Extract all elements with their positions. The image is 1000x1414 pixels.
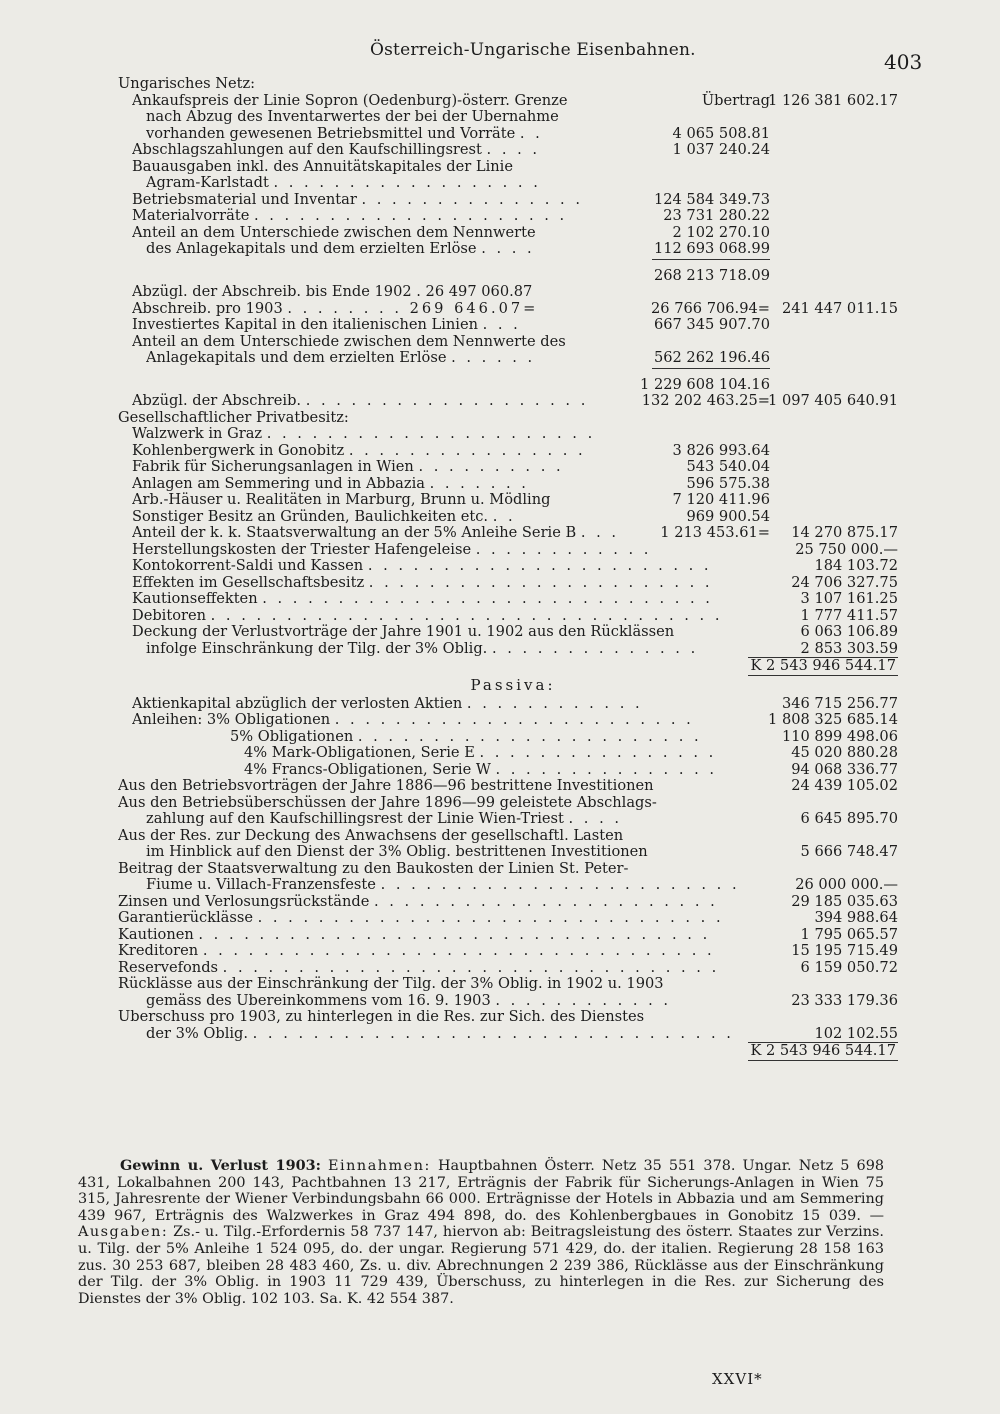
ledger-row [118,476,908,493]
amount-column-1: 132 202 463.25= [641,392,770,409]
ledger-row [118,976,908,993]
ledger-label-text: Reservefonds [118,959,219,976]
ledger-label [132,159,513,176]
leader-dots: . . . . . . . . . . . . . . . . . . . . . . . . . . . . . . [262,591,713,607]
amount-column-1: 124 584 349.73 [653,190,770,208]
ledger-row [118,844,908,861]
ledger-label-text: Beitrag der Staatsverwaltung zu den Baukosten der Linien St. Peter- [118,860,629,877]
printer-signature: XXVI* [712,1370,763,1388]
aktiva-section [118,76,908,674]
income-text: Hauptbahnen Österr. Netz 35 551 378. Ungar. Netz 5 698 431, Lokalbahnen 200 143, Pachtbahnen 13 217, Erträgnis der Fabrik für Sicherungs-Anlagen in Wien 75 315, Jahresrente der Wiener Verbindungsbahn 66 000. Erträgnisse der Hotels in Abbazia und am Semmering 439 967, Erträgnis des Walzwerkes in Graz 494 898, do. des Kohlenbergbaues in Gonobitz 15 039. — [78,1158,885,1224]
amount-column-2: 24 439 105.02 [791,777,898,794]
ledger-row [118,960,908,977]
ledger-label [146,1026,734,1043]
ledger-label [132,492,550,509]
ledger-label [132,575,713,592]
ledger-row [118,426,908,443]
ledger-label-text: Zinsen und Verlosungsrückstände [118,893,370,910]
leader-dots: . . . . . . . . . . . . . . . [495,761,718,778]
ledger-row [118,608,908,625]
ledger-row [118,525,908,542]
ledger-row [118,1026,908,1043]
ledger-label-text: Walzwerk in Graz [132,426,263,442]
ledger-label-text: Gesellschaftlicher Privatbesitz: [118,409,349,426]
ledger-label [146,126,543,143]
amount-column-2: 25 750 000.— [795,540,898,558]
ledger-label [244,762,717,779]
leader-dots: . . . . . . . . . . . . . . . . . . . . . . . . [380,877,740,893]
ledger-label-text: Fiume u. Villach-Franzensfeste [146,877,376,893]
leader-dots: . . . . . . [451,350,536,366]
row-gap [118,369,908,377]
ledger-label-text: Debitoren [132,607,207,624]
ledger-row [118,1042,908,1059]
ledger-label [132,443,586,460]
ledger-label-text: Kautionen [118,926,194,943]
amount-column-1: Übertrag [701,91,770,109]
ledger-label [118,960,719,977]
ledger-label-text: des Anlagekapitals und dem erzielten Erlöse [146,241,477,257]
ledger-row [118,175,908,192]
ledger-label-text: Abzügl. der Abschreib. bis Ende 1902 . 26 497 060.87 [132,284,533,300]
ledger-label [132,712,694,729]
leader-dots: . . . . [481,241,535,257]
amount-column-2: 1 097 405 640.91 [768,392,898,409]
ledger-label-text: Anteil an dem Unterschiede zwischen dem Nennwerte des [132,333,566,350]
amount-column-2: 1 126 381 602.17 [768,91,898,109]
ledger-label-text: Anteil der k. k. Staatsverwaltung an der 5% Anleihe Serie B [132,525,577,541]
ledger-label [132,334,566,351]
ledger-label [132,696,643,713]
ledger-label-text: Aus der Res. zur Deckung des Anwachsens der gesellschaftl. Lasten [118,827,624,844]
amount-column-1: 112 693 068.99 [653,240,770,257]
amount-column-1: 26 766 706.94= [651,299,770,317]
rule-line [652,368,770,369]
ledger-label-text: Bauausgaben inkl. des Annuitätskapitales der Linie [132,158,513,175]
ledger-row [118,109,908,126]
ledger-label-text: Kautionseffekten [132,591,258,607]
ledger-label-text: der 3% Oblig. [146,1025,249,1042]
ledger-row [118,641,908,658]
row-gap [118,260,908,268]
amount-column-1: 969 900.54 [686,507,770,525]
amount-column-2: 346 715 256.77 [781,694,898,712]
amount-column-2: 24 706 327.75 [791,573,898,591]
ledger-row [118,317,908,334]
passiva-section [118,696,908,1059]
leader-dots: . . . . . . . . . . . . . . . . . . [273,175,541,191]
ledger-row [118,334,908,351]
amount-column-2: 14 270 875.17 [791,524,898,541]
ledger-row [118,268,908,285]
leader-dots: . . . . . . . . . . . . . . . . . . . . . . . [367,558,712,574]
subtotal-rule [118,258,908,260]
ledger-row [118,1009,908,1026]
ledger-label-text: Effekten im Gesellschaftsbesitz [132,574,365,591]
ledger-row [118,591,908,608]
ledger-label [118,861,628,878]
leader-dots: . . . . . . . . . . . . . . . . . . . . . . . . . . . . . . . . . . [198,926,711,943]
ledger-row [118,828,908,845]
amount-column-2: 1 808 325 685.14 [768,711,898,728]
ledger-label-text: Anlagen am Semmering und in Abbazia [132,475,425,492]
ledger-row [118,811,908,828]
ledger-row [118,778,908,795]
expenses-label: Ausgaben: [78,1224,169,1241]
ledger-row [118,76,908,93]
ledger-label [132,542,651,559]
ledger-label-text: im Hinblick auf den Dienst der 3% Oblig. bestrittenen Investitionen [146,844,648,860]
ledger-row [118,712,908,729]
ledger-label [132,301,538,318]
leader-dots: . . . . . . . . . . . . [475,541,652,558]
ledger-label-text: Deckung der Verlustvorträge der Jahre 1901 u. 1902 aus den Rücklässen [132,624,675,640]
page-number: 403 [884,50,923,74]
amount-column-2: 94 068 336.77 [791,760,898,778]
leader-dots: . . . . . . . . . . . . . . . . . . . . . . . . . . . . . . . . . . [202,943,715,959]
ledger-label-text: Garantierücklässe [118,910,253,926]
ledger-label-text: Agram-Karlstadt [146,175,269,191]
ledger-row [118,509,908,526]
ledger-row [118,696,908,713]
ledger-row [118,459,908,476]
ledger-label-text: Abzügl. der Abschreib. [132,393,302,409]
ledger-label-text: Anteil an dem Unterschiede zwischen dem Nennwerte [132,224,536,241]
ledger-label [146,109,559,126]
ledger-label [118,927,710,944]
ledger-row [118,284,908,301]
ledger-label [118,828,623,845]
ledger-row [118,795,908,812]
amount-column-2: 110 899 498.06 [781,727,898,745]
ledger-label-text: Kontokorrent-Saldi und Kassen [132,558,364,574]
ledger-label [118,943,715,960]
ledger-label-text: Investiertes Kapital in den italienischen Linien [132,317,478,333]
leader-dots: . . . . . . . . . . . . . . . . [479,745,717,761]
amount-column-1: 7 120 411.96 [672,491,770,508]
balance-sheet [118,76,908,1059]
ledger-label [118,894,718,911]
amount-column-2: 23 333 179.36 [791,991,898,1009]
amount-column-1: 667 345 907.70 [653,316,770,333]
leader-dots: . . . . . . . . . . . . . . . . . . . . . [253,208,568,224]
ledger-row [118,393,908,410]
ledger-label [132,284,532,301]
leader-dots: . . . . . . . . . . . . . . . . . . . . . . . [374,893,718,910]
amount-column-2: 2 853 303.59 [800,639,898,657]
leader-dots: . . . . . . . . . . . . . . . . . . . . . . . . . . . . . . . . . . [210,607,723,624]
ledger-label-text: Kohlenbergwerk in Gonobitz [132,442,345,459]
ledger-label-text: Fabrik für Sicherungsanlagen in Wien [132,459,414,475]
amount-column-2: 45 020 880.28 [791,744,898,761]
amount-column-2: 29 185 035.63 [791,892,898,910]
amount-column-2: 3 107 161.25 [800,590,898,607]
ledger-label-text: Abschlagszahlungen auf den Kaufschillingsrest [132,142,482,158]
ledger-label [132,509,516,526]
ledger-label [132,317,521,334]
ledger-label [118,976,664,993]
amount-column-1: 3 826 993.64 [672,441,770,459]
ledger-label-text: infolge Einschränkung der Tilg. der 3% Oblig. [146,640,488,657]
grand-total: K 2 543 946 544.17 [750,1042,896,1059]
ledger-row [118,762,908,779]
ledger-label-text: Arb.-Häuser u. Realitäten in Marburg, Brunn u. Mödling [132,492,551,508]
ledger-row [118,657,908,674]
leader-dots: . . . . . . . . . . . . . . . . . . . . . . . . [334,712,694,728]
ledger-label [146,641,698,658]
amount-column-2: 6 645 895.70 [800,810,898,827]
ledger-label-text: vorhanden gewesenen Betriebsmittel und Vorräte [146,125,516,142]
ledger-row [118,624,908,641]
ledger-row [118,142,908,159]
income-label: Einnahmen: [328,1158,431,1174]
ledger-label-text: Herstellungskosten der Triester Hafengeleise [132,541,472,558]
leader-dots: . . . . . . . . 269 646.07= [287,300,539,317]
ledger-label-text: Überschuss pro 1903, zu hinterlegen in die Res. zur Sich. des Dienstes [118,1009,645,1025]
leader-dots: . . . . . . . . . . . . . . . . . . . . . . [266,426,596,442]
ledger-label [146,175,541,192]
amount-column-2: 26 000 000.— [795,876,898,893]
ledger-label [132,558,712,575]
amount-column-1: 23 731 280.22 [663,207,770,224]
amount-column-2: 1 795 065.57 [800,925,898,943]
leader-dots: . . . . . . . [429,475,529,492]
amount-column-1: 1 037 240.24 [672,141,770,158]
leader-dots: . . . . . . . . . . . . . . [491,640,699,657]
ledger-label [146,350,535,367]
leader-dots: . . . . . . . . . . . . . . . . . . . . . . . [368,574,713,591]
ledger-row [118,861,908,878]
amount-column-1: 543 540.04 [686,458,770,475]
ledger-row [118,159,908,176]
ledger-row [118,410,908,427]
ledger-label [132,393,588,410]
amount-column-1: 596 575.38 [686,474,770,492]
ledger-label [244,745,716,762]
ledger-row [118,894,908,911]
ledger-row [118,729,908,746]
ledger-label-text: Kreditoren [118,943,199,959]
ledger-label-text: Rücklässe aus der Einschränkung der Tilg. der 3% Oblig. in 1902 u. 1903 [118,976,664,992]
ledger-label-text: Aktienkapital abzüglich der verlosten Aktien [132,695,463,712]
ledger-label [132,459,564,476]
amount-column-2: 184 103.72 [814,557,898,574]
ledger-row [118,877,908,894]
leader-dots: . . . . . . . . . . [418,459,564,475]
amount-column-2: 394 988.64 [814,909,898,926]
profit-loss-paragraph [78,1158,884,1307]
ledger-row [118,241,908,258]
ledger-row [118,225,908,242]
ledger-row [118,301,908,318]
ledger-label [132,608,722,625]
ledger-label-text: Betriebsmaterial und Inventar [132,191,357,208]
amount-column-1: 562 262 196.46 [653,349,770,366]
ledger-row [118,558,908,575]
ledger-label [118,910,724,927]
ledger-label [230,729,702,746]
ledger-label-text: 5% Obligationen [230,728,354,745]
ledger-label [146,993,671,1010]
ledger-row [118,208,908,225]
amount-column-2: 241 447 011.15 [781,299,898,317]
ledger-label [132,142,540,159]
ledger-row [118,542,908,559]
leader-dots: . . . [482,317,521,333]
ledger-label [146,811,622,828]
leader-dots: . . . . . . . . . . . . [495,992,672,1009]
ledger-label [132,426,595,443]
ledger-label [146,877,740,894]
amount-column-1: 1 229 608 104.16 [640,375,770,393]
amount-column-2: 15 195 715.49 [791,942,898,959]
ledger-label [132,192,583,209]
leader-dots: . . . . . . . . . . . . [466,695,643,712]
ledger-label-text: Aus den Betriebsüberschüssen der Jahre 1896—99 geleistete Abschlags- [118,794,657,811]
ledger-label-text: gemäss des Übereinkommens vom 16. 9. 1903 [146,992,491,1009]
leader-dots: . . . . . . . . . . . . . . . . . . . [305,393,589,409]
ledger-row [118,126,908,143]
leader-dots: . . . . [568,811,623,827]
amount-column-1: 268 213 718.09 [653,266,770,284]
page-header [0,40,1000,74]
ledger-row [118,350,908,367]
ledger-row [118,910,908,927]
ledger-label [146,241,535,258]
ledger-label-text: Materialvorräte [132,208,250,224]
ledger-row [118,192,908,209]
ledger-label-text: Anlagekapitals und dem erzielten Erlöse [146,350,447,366]
amount-column-1: 4 065 508.81 [672,124,770,142]
ledger-label [132,525,619,542]
grand-total: K 2 543 946 544.17 [750,657,896,674]
ledger-row [118,745,908,762]
ledger-label-text: Ungarisches Netz: [118,76,256,92]
ledger-label [118,795,657,812]
amount-column-2: 102 102.55 [814,1024,898,1042]
amount-column-2: 1 777 411.57 [800,606,898,624]
amount-column-2: 6 159 050.72 [800,958,898,976]
ledger-label-text: Anleihen: 3% Obligationen [132,712,331,728]
expenses-text: Zs.- u. Tilg.-Erfordernis 58 737 147, hiervon ab: Beitragsleistung des österr. Staates zur Verzins. u. Tilg. der 5% Anleihe 1 524 095, do. der ungar. Regierung 571 429, do. der italien. Regierung 28 158 163 zus. 30 253 687, bleiben 28 483 460, Zs. u. div. Abrechnungen 2 239 386, Rücklässe aus der Einschränkung der Tilg. der 3% Oblig. in 1903 11 729 439, Überschuss, zu hinterlegen in die Res. zur Sicherung des Dienstes der 3% Oblig. 102 103. Sa. K. 42 554 387. [78,1224,884,1307]
ledger-row [118,492,908,509]
ledger-label [132,476,529,493]
ledger-label [118,410,349,427]
leader-dots: . . [519,125,543,142]
rule-line [652,259,770,260]
amount-column-1: 1 213 453.61= [660,524,770,541]
ledger-label [118,1009,644,1026]
ledger-label [132,93,568,110]
passiva-heading: Passiva: [470,675,556,694]
ledger-label-text: Abschreib. pro 1903 [132,300,283,317]
ledger-label-text: Sonstiger Besitz an Gründen, Baulichkeiten etc. [132,508,489,525]
ledger-label-text: Ankaufspreis der Linie Sopron (Oedenburg)-österr. Grenze [132,92,568,109]
profit-loss-heading: Gewinn u. Verlust 1903: [120,1157,321,1174]
amount-column-2: 5 666 748.47 [800,843,898,860]
subtotal-rule [118,367,908,369]
leader-dots: . . . . . . . . . . . . . . . . . . . . . . . . . . . . . . . [257,910,724,926]
ledger-label-text: Aus den Betriebsvorträgen der Jahre 1886—96 bestrittene Investitionen [118,778,654,794]
ledger-row [118,443,908,460]
ledger-label [132,591,713,608]
leader-dots: . . . [580,525,620,541]
leader-dots: . . . . . . . . . . . . . . . . [348,442,586,459]
leader-dots: . . [492,508,516,525]
ledger-label [118,76,255,93]
ledger-row [118,993,908,1010]
ledger-row [118,93,908,110]
amount-column-2: 6 063 106.89 [800,623,898,640]
ledger-label [132,208,567,225]
leader-dots: . . . . . . . . . . . . . . . . . . . . . . . . . . . . . . . . [252,1025,734,1042]
running-title: Österreich-Ungarische Eisenbahnen. [370,40,696,60]
ledger-label [132,624,674,641]
ledger-row [118,377,908,394]
ledger-row [118,927,908,944]
ledger-label-text: 4% Francs-Obligationen, Serie W [244,761,491,778]
ledger-row [118,943,908,960]
ledger-label [118,778,654,795]
ledger-label-text: 4% Mark-Obligationen, Serie E [244,745,475,761]
leader-dots: . . . . . . . . . . . . . . . . . . . . . . . [357,728,702,745]
ledger-label-text: zahlung auf den Kaufschillingsrest der Linie Wien-Triest [146,811,564,827]
amount-column-1: 2 102 270.10 [672,223,770,241]
ledger-label [146,844,648,861]
leader-dots: . . . . . . . . . . . . . . . . . . . . . . . . . . . . . . . . . [222,959,720,976]
leader-dots: . . . . . . . . . . . . . . . [361,191,583,208]
ledger-label-text: nach Abzug des Inventarwertes der bei der Übernahme [146,109,559,125]
ledger-label [132,225,536,242]
leader-dots: . . . . [486,142,541,158]
ledger-row [118,575,908,592]
